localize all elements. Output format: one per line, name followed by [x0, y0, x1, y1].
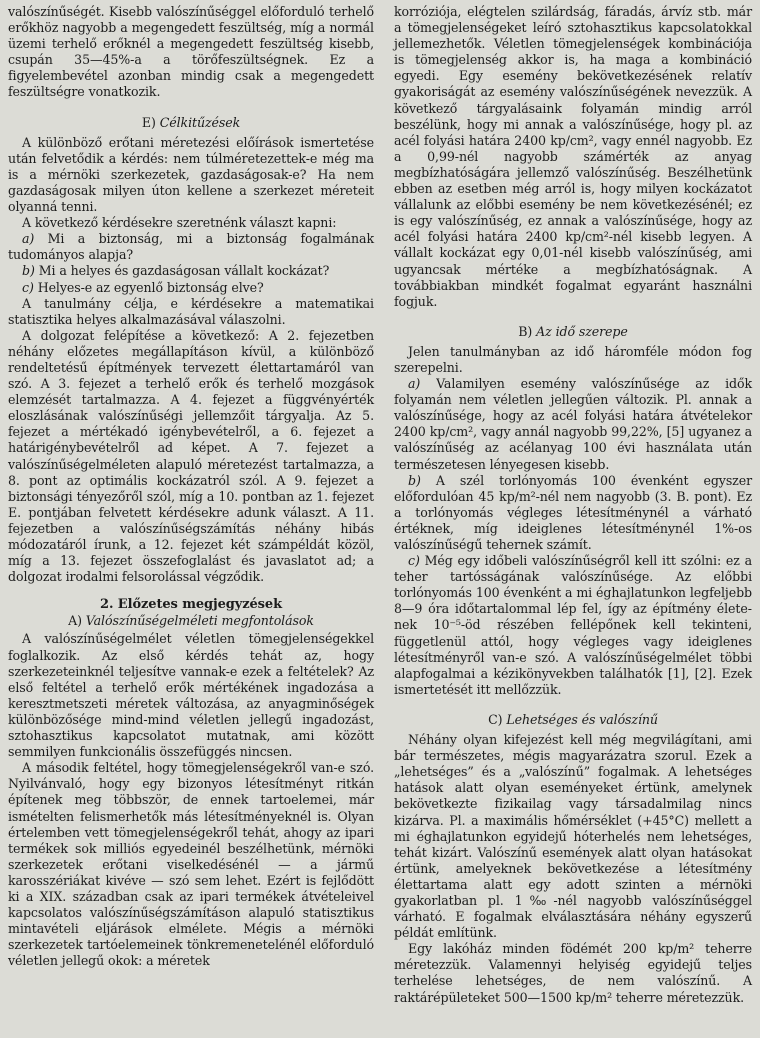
paragraph: Néhány olyan kifejezést kell még megvilágítani, ami bár természetes, mégis magyarázatra szorul. Ezek a „lehetséges” és a „valószínű” fogalmak. A lehetséges hatások alatt olyan eseményeket értünk, amelynek bekövetkezte fizikailag vagy társadalmilag nincs kizárva. Pl. a maximális hőmérséklet (+45°C) mellett a mi éghajlatunkon egyidejű hóterhelés nem lehetséges, tehát kizárt. Valószínű események alatt olyan hatásokat értünk, amelyeknek bekövetkezése a létesítmény élettartama alatt egy adott szinten a mérnöki gyakorlatban pl. 1‰-nél nagyobb valószínűséggel várható. E fogalmak elválasztására néhány egyszerű példát említünk. [394, 732, 752, 941]
subsection-heading-a [8, 613, 374, 629]
paragraph: Jelen tanulmányban az idő háromféle módon fog szerepelni. [394, 343, 752, 375]
paragraph: korróziója, elégtelen szilárdság, fáradás, árvíz stb. már a tömegjelenségeket leíró sztohasztikus kapcsolatokkal jellemezhetők. Véletlen tömegjelenségek kombinációja is tömegjelenség akkor is, ha maga a kombináció egyedi. Egy esemény bekövetkezésének relatív gyakoriságát az esemény valószínűségének nevezzük. A következő tárgyalásaink folyamán mindig arról beszélünk, hogy mi annak a valószínűsége, hogy pl. az acél folyási határa 2400 kp/cm², vagy ennél nagyobb. Ez a 0,99-nél nagyobb számérték az anyag megbízhatóságára jellemző valószínűség. Beszélhetünk ebben az esetben még arról is, hogy milyen kockázatot vállalunk az előbbi esemény be nem következésénél; ez is egy valószínűség, ez annak a valószínűsége, hogy az acél folyási határa 2400 kp/cm²-nél kisebb legyen. A vállalt kockázat egy 0,01-nél kisebb valószínűség, ami ugyancsak mértéke a megbízhatóságnak. A továbbiakban mindkét fogalmat egyaránt használni fogjuk. [394, 4, 752, 309]
list-paragraph [394, 473, 752, 553]
item-label: b) [408, 472, 421, 488]
section-heading-b [394, 324, 752, 340]
paragraph: Egy lakóház minden födémét 200 kp/m² teherre méretezzük. Valamennyi helyiség egyidejű teljes terhelése lehetséges, de nem valószínű. A raktárépületeket 500—1500 kp/m² teherre méretezzük. [394, 941, 752, 1005]
paragraph: A különböző erőtani méretezési előírások ismertetése után felvetődik a kérdés: nem túlméretezettek-e még ma is a mérnöki szerkezetek, gazdaságosak-e? Ha nem gazdaságosak milyen úton kellene a szerkezet méreteit olyanná tenni. [8, 134, 374, 215]
paragraph: A dolgozat felépítése a következő: A 2. fejezetben néhány előzetes megállapításon kívül, a különböző rendeltetésű építmények tervezett élettartamáról van szó. A 3. fejezet a terhelő erők és terhelő mozgások elemzését tartalmazza. A 4. fejezet a függvényérték eloszlásának valószínűségi jellemzőit tárgyalja. Az 5. fejezet a mértékadó igénybevételről, a 6. fejezet a határigénybevételről ad képet. A 7. fejezet a valószínűségelméleten alapuló méretezést tartalmazza, a 8. pont az optimális kockázatról szól. A 9. fejezet a biztonsági tényezőről szól, míg a 10. pontban az 1. fejezet E. pontjában felvetett kérdésekre adunk választ. A 11. fejezetben a valószínűségszámítás néhány hibás módozatáról írunk, a 12. fejezet két számpéldát közöl, míg a 13. fejezet összefoglalást és javaslatot ad; a dolgozat irodalmi felsorolással végződik. [8, 327, 374, 585]
list-paragraph [394, 376, 752, 473]
left-column [8, 4, 374, 969]
section-title: Célkitűzések [159, 114, 241, 130]
item-text: Valamilyen esemény valószínűsége az idők folyamán nem véletlen jellegűen változik. Pl. annak a valószínűsége, hogy az acél folyási határa átvételekor 2400 kp/cm², vagy annál nagyobb 99,22%, [5] ugyanez a valószínűség az acélanyag 100 évi használata után természetesen lényegesen kisebb. [394, 376, 752, 472]
question-text: Mi a biztonság, mi a biztonság fogalmának tudományos alapja? [8, 231, 374, 263]
question-item [8, 263, 374, 279]
paragraph: A következő kérdésekre szeretnénk választ kapni: [22, 215, 337, 231]
paragraph: A valószínűségelmélet véletlen tömegjelenségekkel foglalkozik. Az első kérdés tehát az, hogy szerkezeteinknél teljesítve vannak-e ezek a feltételek? Az első feltétel a terhelő erők mértékének ingadozása a keresztmetszeti méretek változása, az anyagminőségek különbözősége mind-mind véletlen jellegű ingadozást, sztohasztikus kapcsolatot mutatnak, ami között semmilyen funkcionális összefüggés nincsen. [8, 631, 374, 760]
section-letter: B) [518, 323, 533, 339]
item-text: A szél torlónyomás 100 évenként egyszer előfordulóan 45 kp/m²-nél nem nagyobb (3. B. pont). Ez a torlónyomás végleges létesítménynél a várható értéknek, míg ideiglenes létesítménynél 1%-os valószínűségű tehernek számít. [394, 472, 752, 552]
section-letter: E) [141, 114, 156, 130]
item-label: c) [408, 553, 420, 569]
section-title: Valószínűségelméleti megfontolások [85, 613, 314, 629]
question-label: c) [22, 279, 34, 295]
right-column [394, 4, 752, 1006]
question-label: a) [22, 231, 35, 247]
section-title: Lehetséges és valószínű [506, 711, 658, 727]
item-text: Még egy időbeli valószínűségről kell itt szólni: ez a teher tartósságának valószínűsége. Az előbbi torlónyomás 100 évenként a mi éghajlatunkon legfeljebb 8—9 óra időtartalommal lép fel, így az építmény életenek 10⁻⁵-öd részében fellépőnek kell tekinteni, függetlenül attól, hogy végleges vagy ideiglenes létesítményről van-e szó. A valószínűségelmélet többi alapfogalmai a kézikönyvekben találhatók [1], [2]. Ezek ismertetését itt mellőzzük. [394, 553, 753, 697]
chapter-heading: 2. Előzetes megjegyzések [100, 597, 282, 613]
section-letter: C) [488, 711, 503, 727]
section-letter: A) [68, 613, 82, 629]
section-heading-c [394, 712, 752, 728]
item-label: a) [408, 376, 421, 392]
section-title: Az idő szerepe [536, 323, 628, 339]
paragraph: A második feltétel, hogy tömegjelenségekről van-e szó. Nyilvánvaló, hogy egy bizonyos létesítményt ritkán építenek meg többször, de ennek tartoelemei, már ismételten felismerhetők más létesítményeknél is. Olyan értelemben vett tömegjelenségekről tehát, ahogy az ipari termékek sok milliós egyedeinél beszélhetünk, mérnöki szerkezetek erőtani viselkedésénél — a jármű karosszériákat kivéve — szó sem lehet. Ezért is fejlődött ki a XIX. században csak az ipari termékek átvételeivel kapcsolatos valószínűségszámításon alapuló statisztikus mintavételi eljárások elmélete. Mégis a mérnöki szerkezetek tartóelemeinek tönkremenetelénél előforduló véletlen jellegű okok: a méretek [8, 760, 374, 969]
list-paragraph [394, 553, 752, 698]
question-item [8, 231, 374, 263]
question-label: b) [22, 263, 35, 279]
question-text: Helyes-e az egyenlő biztonság elve? [37, 279, 264, 295]
question-text: Mi a helyes és gazdaságosan vállalt kockázat? [38, 263, 330, 279]
paragraph: valószínűségét. Kisebb valószínűséggel előforduló terhelő erőkhöz nagyobb a megengedett feszültség, míg a normál üzemi terhelő erőknél a megengedett feszültség kisebb, csupán 35—45%-a a törőfeszültségnek. Ez a figyelembevétel azonban mindig csak a megengedett feszültségre vonatkozik. [8, 4, 374, 100]
question-item [8, 280, 374, 296]
section-heading-e [8, 115, 374, 131]
paragraph: A tanulmány célja, e kérdésekre a matematikai statisztika helyes alkalmazásával válaszolni. [8, 295, 374, 327]
